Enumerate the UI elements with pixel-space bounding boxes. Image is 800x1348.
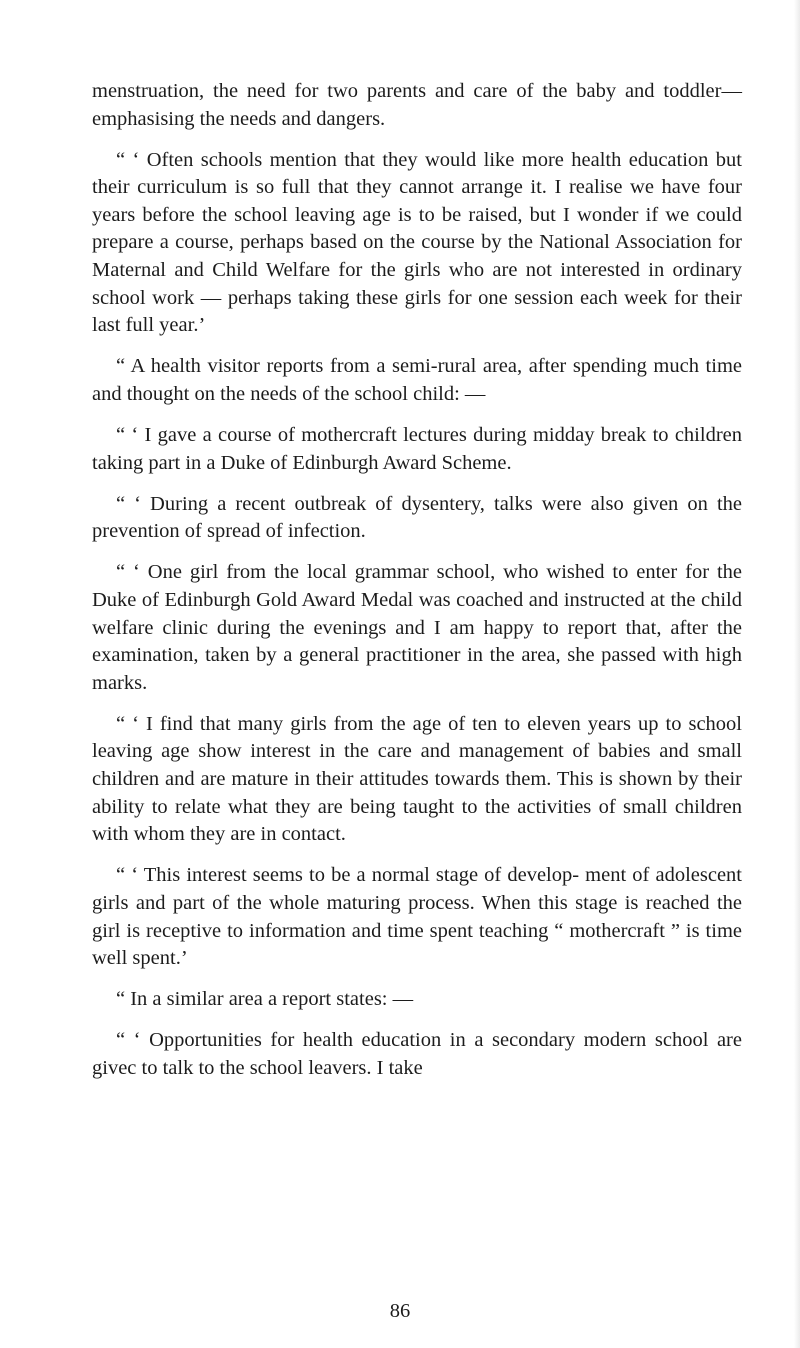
paragraph-8: “ ‘ This interest seems to be a normal stage of develop- ment of adolescent girls and part of the whole maturing process. When this stage is reached the girl is receptive to information and time spent teaching “ mothercraft ” is time well spent.’ (92, 864, 742, 970)
paragraph-5: “ ‘ During a recent outbreak of dysentery, talks were also given on the prevention of spread of infection. (92, 492, 742, 543)
paragraph-2: “ ‘ Often schools mention that they would like more health education but their curriculum is so full that they cannot arrange it. I realise we have four years before the school leaving age is to be raised, but I wonder if we could prepare a course, perhaps based on the course by the National Association for Maternal and Child Welfare for the girls who are not interested in ordinary school work — perhaps taking these girls for one session each week for their last full year.’ (92, 148, 742, 337)
paragraph-4: “ ‘ I gave a course of mothercraft lectures during midday break to children taking part in a Duke of Edinburgh Award Scheme. (92, 424, 742, 474)
paragraph-3: “ A health visitor reports from a semi-rural area, after spending much time and thought on the needs of the school child: — (92, 355, 742, 405)
paragraph-6: “ ‘ One girl from the local grammar school, who wished to enter for the Duke of Edinburgh Gold Award Medal was coached and instructed at the child welfare clinic during the evenings and I am happy to report that, after the examination, taken by a general practitioner in the area, she passed with high marks. (92, 561, 742, 694)
document-page (92, 78, 742, 1096)
paragraph-7: “ ‘ I find that many girls from the age of ten to eleven years up to school leaving age show interest in the care and management of babies and small children and are mature in their attitudes towards them. This is shown by their ability to relate what they are being taught to the activities of small children with whom they are in contact. (92, 712, 742, 846)
paragraph-9: “ In a similar area a report states: — (116, 988, 414, 1011)
paragraph-1: menstruation, the need for two parents and care of the baby and toddler—emphasising the needs and dangers. (92, 80, 742, 130)
paragraph-10: “ ‘ Opportunities for health education in a secondary modern school are givec to talk to the school leavers. I take (92, 1029, 742, 1079)
page-number: 86 (389, 1300, 411, 1322)
page-edge-shadow (794, 0, 800, 1348)
